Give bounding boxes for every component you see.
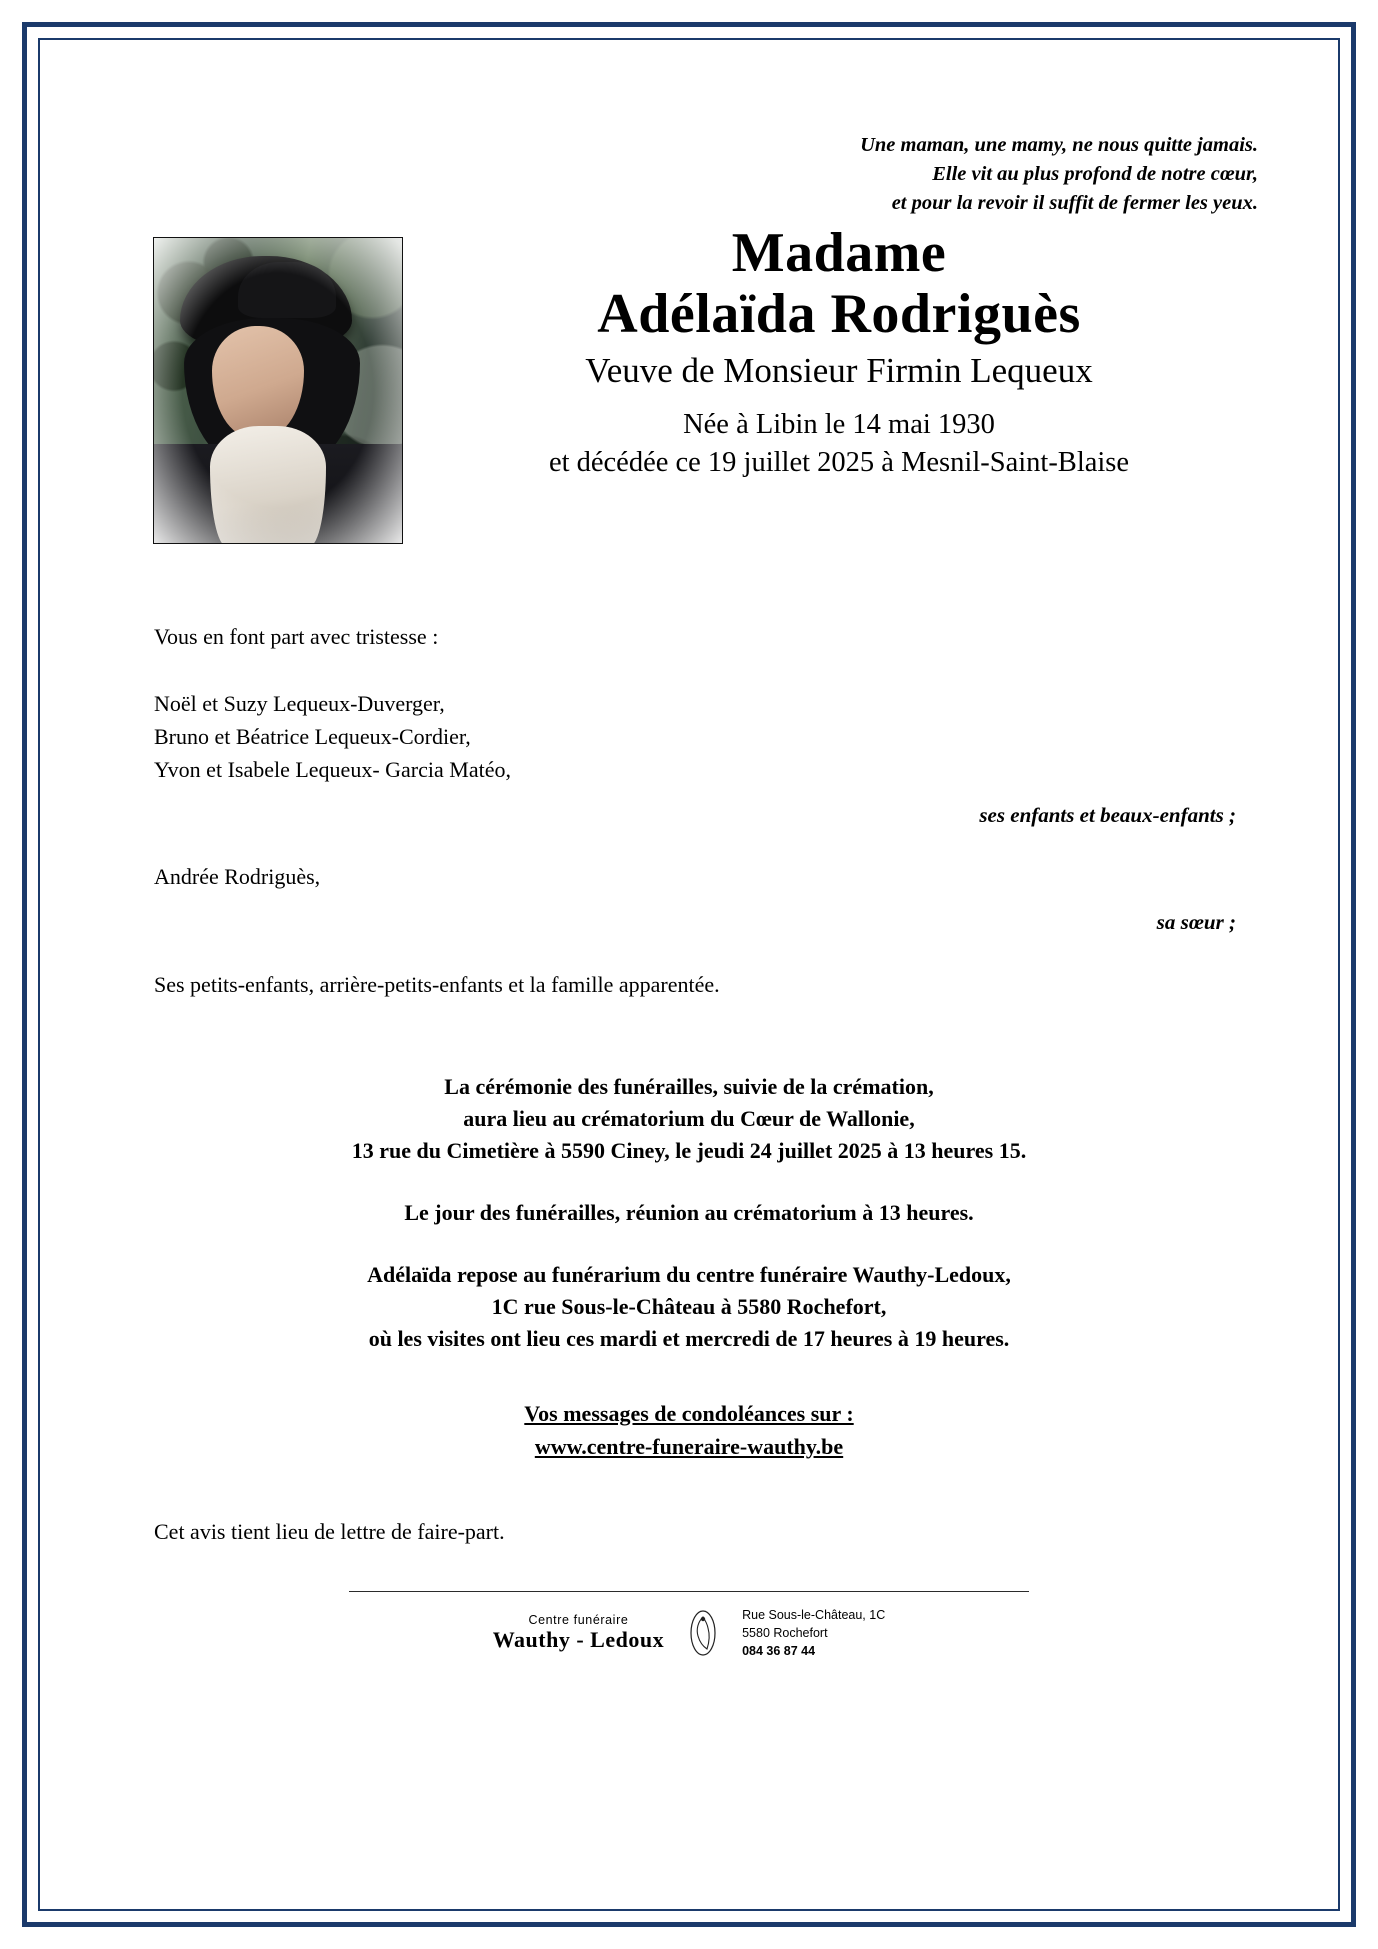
child-line: Yvon et Isabele Lequeux- Garcia Matéo, xyxy=(154,757,511,783)
ceremony-paragraph-2 xyxy=(110,1197,1268,1229)
child-line: Bruno et Béatrice Lequeux-Cordier, xyxy=(154,724,471,750)
address-line-2: 5580 Rochefort xyxy=(742,1625,828,1640)
ceremony-line: aura lieu au crématorium du Cœur de Wallonie, xyxy=(463,1106,915,1132)
phone-number: 084 36 87 44 xyxy=(742,1643,816,1658)
condolences-label xyxy=(110,1397,1268,1430)
photo-vignette xyxy=(154,238,402,543)
birth-line: Née à Libin le 14 mai 1930 xyxy=(683,409,995,441)
logo-subtitle: Centre funéraire xyxy=(528,1612,629,1627)
ceremony-paragraph-3 xyxy=(110,1259,1268,1355)
ceremony-line: Adélaïda repose au funérarium du centre funéraire Wauthy-Ledoux, xyxy=(367,1261,1011,1287)
notice-content xyxy=(48,48,1330,1901)
funeral-home-logo xyxy=(493,1614,664,1652)
portrait-photo-frame xyxy=(154,238,402,543)
portrait-photo xyxy=(154,238,402,543)
child-line: Noël et Suzy Lequeux-Duverger, xyxy=(154,691,445,717)
address-line-1: Rue Sous-le-Château, 1C xyxy=(742,1607,886,1622)
ceremony-section xyxy=(110,1071,1268,1354)
name-block xyxy=(410,224,1268,481)
epigraph-line-2: Elle vit au plus profond de notre cœur, xyxy=(932,163,1258,186)
epigraph-line-1: Une maman, une mamy, ne nous quitte jamais. xyxy=(860,134,1258,156)
ceremony-line: La cérémonie des funérailles, suivie de la crémation, xyxy=(444,1074,934,1100)
ceremony-line: où les visites ont lieu ces mardi et mercredi de 17 heures à 19 heures. xyxy=(368,1325,1010,1351)
dove-icon xyxy=(680,1607,726,1659)
funeral-home-address xyxy=(742,1606,885,1660)
logo-title: Wauthy - Ledoux xyxy=(492,1626,665,1652)
epigraph-line-3: et pour la revoir il suffit de fermer les yeux. xyxy=(891,192,1258,215)
ceremony-line: 13 rue du Cimetière à 5590 Ciney, le jeudi 24 juillet 2025 à 13 heures 15. xyxy=(351,1138,1027,1164)
death-line: et décédée ce 19 juillet 2025 à Mesnil-Saint-Blaise xyxy=(548,446,1130,478)
family-lead: Vous en font part avec tristesse : xyxy=(154,624,439,650)
condolences-block xyxy=(110,1397,1268,1463)
header-block xyxy=(110,224,1268,554)
closing-note: Cet avis tient lieu de lettre de faire-part. xyxy=(154,1518,505,1544)
footer xyxy=(110,1591,1268,1660)
ceremony-line: Le jour des funérailles, réunion au crématorium à 13 heures. xyxy=(404,1200,974,1225)
sister-line: Andrée Rodriguès, xyxy=(154,863,321,889)
sister-role: sa sœur ; xyxy=(1156,909,1236,934)
children-role: ses enfants et beaux-enfants ; xyxy=(979,803,1236,828)
ceremony-line: 1C rue Sous-le-Château à 5580 Rochefort, xyxy=(491,1293,887,1319)
condolences-url[interactable] xyxy=(110,1430,1268,1463)
ceremony-paragraph-1 xyxy=(110,1071,1268,1167)
honorific: Madame xyxy=(731,222,947,285)
deceased-name: Adélaïda Rodriguès xyxy=(597,282,1081,345)
extended-family-line: Ses petits-enfants, arrière-petits-enfants et la famille apparentée. xyxy=(154,972,720,998)
footer-logo-row xyxy=(349,1591,1029,1660)
family-section xyxy=(110,620,1268,1001)
condolences-label-text: Vos messages de condoléances sur : xyxy=(524,1400,854,1426)
widow-of-line: Veuve de Monsieur Firmin Lequeux xyxy=(585,351,1093,391)
epigraph xyxy=(110,131,1258,218)
condolences-url-text[interactable]: www.centre-funeraire-wauthy.be xyxy=(534,1433,844,1459)
